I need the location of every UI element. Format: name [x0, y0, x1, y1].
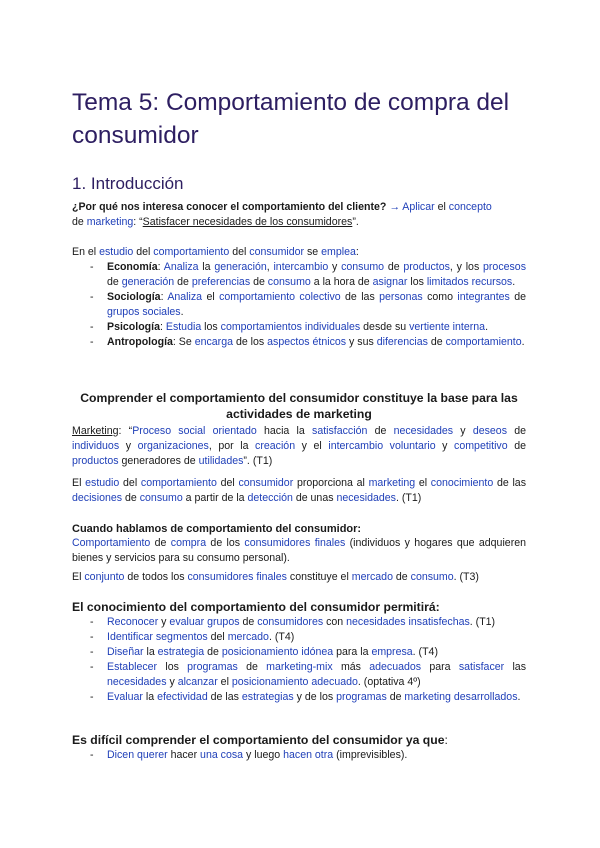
keyword: programas — [187, 661, 238, 673]
keyword: comportamiento — [140, 477, 217, 489]
keyword: consumidor — [238, 477, 294, 489]
text: y luego — [243, 749, 284, 761]
list-item-dicen — [72, 748, 526, 763]
text: para — [421, 661, 459, 673]
keyword: intercambio voluntario — [328, 440, 436, 452]
keyword: desarrollados — [453, 691, 518, 703]
keyword: deseos — [472, 425, 507, 437]
term-label: Marketing — [72, 425, 119, 437]
list-item-disenar — [72, 645, 526, 660]
item-label: Sociología — [107, 291, 161, 303]
text: de — [204, 646, 222, 658]
keyword: posicionamiento adecuado — [231, 676, 358, 688]
text: con — [323, 616, 347, 628]
text: (imprevisibles). — [333, 749, 408, 761]
keyword: procesos — [483, 261, 527, 273]
keyword: satisfacción — [312, 425, 368, 437]
keyword: concepto — [448, 201, 492, 213]
keyword: necesidades — [107, 676, 167, 688]
text: las — [504, 661, 526, 673]
keyword: Comportamiento — [72, 537, 151, 549]
text: de — [122, 492, 140, 504]
keyword: Analiza — [167, 291, 203, 303]
keyword: consumidores finales — [244, 537, 346, 549]
text: : “ — [133, 216, 143, 228]
text: hacia la — [256, 425, 313, 437]
cuando-heading: Cuando hablamos de comportamiento del consumidor: — [72, 523, 362, 535]
text: y — [166, 676, 178, 688]
text: de — [386, 691, 405, 703]
text: hacer — [167, 749, 201, 761]
text: el — [202, 291, 220, 303]
keyword: productos — [403, 261, 450, 273]
keyword: consumidores — [257, 616, 324, 628]
keyword: marketing — [368, 477, 416, 489]
keyword: consumidores finales — [187, 571, 287, 583]
text: y de los — [293, 691, 337, 703]
keyword: consumo — [410, 571, 454, 583]
keyword: organizaciones — [137, 440, 209, 452]
text: de las — [207, 691, 242, 703]
text: , — [266, 261, 274, 273]
text: constituye el — [286, 571, 352, 583]
conocimiento-heading: El conocimiento del comportamiento del consumidor permitirá: — [72, 600, 440, 614]
text: de — [250, 276, 268, 288]
keyword: conjunto — [84, 571, 125, 583]
keyword: Diseñar — [107, 646, 144, 658]
heading-text: Es difícil comprender el comportamiento del consumidor ya que — [72, 733, 445, 747]
keyword: Establecer — [107, 661, 158, 673]
keyword: consumidor — [249, 246, 305, 258]
study-marketing-paragraph — [72, 476, 526, 506]
keyword: Analiza — [163, 261, 199, 273]
text: el — [415, 477, 431, 489]
text: : — [159, 321, 166, 333]
text: : — [444, 733, 448, 747]
keyword: creación — [255, 440, 296, 452]
text: . — [517, 691, 521, 703]
keyword: asignar — [372, 276, 408, 288]
text: los — [157, 661, 188, 673]
text: del — [119, 477, 141, 489]
text: . — [521, 336, 525, 348]
text: más — [332, 661, 370, 673]
text: el — [434, 201, 449, 213]
keyword: individuos — [72, 440, 120, 452]
market-paragraph — [72, 570, 526, 585]
keyword: efectividad — [157, 691, 208, 703]
benefits-list — [72, 615, 526, 705]
keyword: Proceso social orientado — [132, 425, 257, 437]
text: : — [355, 246, 359, 258]
text: a partir de la — [182, 492, 248, 504]
intro-question: ¿Por qué nos interesa conocer el comportamiento del cliente? — [72, 201, 387, 213]
text: . (T1) — [469, 616, 496, 628]
keyword: necesidades — [336, 492, 396, 504]
text: de unas — [292, 492, 337, 504]
keyword: hacen otra — [283, 749, 334, 761]
keyword: mercado — [227, 631, 269, 643]
text: En el — [72, 246, 100, 258]
section-heading: 1. Introducción — [72, 174, 184, 193]
text: . (T3) — [453, 571, 479, 583]
text: del — [207, 631, 228, 643]
item-label: Psicología — [107, 321, 160, 333]
text: la — [198, 261, 215, 273]
keyword: vertiente interna — [409, 321, 486, 333]
text: de — [507, 440, 526, 452]
keyword: Evaluar — [107, 691, 143, 703]
list-item-identificar — [72, 630, 526, 645]
text: y sus — [346, 336, 377, 348]
text: , por la — [208, 440, 256, 452]
keyword: comportamiento colectivo — [219, 291, 341, 303]
list-item-economia — [72, 260, 526, 290]
text: los — [201, 321, 221, 333]
text: de las — [493, 477, 526, 489]
text: y — [435, 440, 455, 452]
text: de — [392, 571, 411, 583]
text: generadores de — [118, 455, 199, 467]
list-item-antropologia — [72, 335, 526, 350]
text: y — [119, 440, 138, 452]
keyword: Reconocer — [107, 616, 159, 628]
keyword: Aplicar — [402, 201, 435, 213]
text: , y los — [449, 261, 484, 273]
text: de — [384, 261, 404, 273]
text: para la — [333, 646, 372, 658]
disciplines-list — [72, 260, 526, 350]
keyword: comportamientos individuales — [220, 321, 361, 333]
keyword: competitivo — [454, 440, 508, 452]
keyword: una cosa — [200, 749, 244, 761]
study-paragraph — [72, 245, 526, 260]
page-title: Tema 5: Comportamiento de compra del consumidor — [72, 89, 510, 149]
keyword: marketing — [86, 216, 134, 228]
item-label: Economía — [107, 261, 158, 273]
text: los — [407, 276, 427, 288]
text: : Se — [172, 336, 195, 348]
list-item-reconocer — [72, 615, 526, 630]
text: del — [133, 246, 154, 258]
text: la — [142, 691, 158, 703]
difficulty-list — [72, 748, 526, 763]
keyword: encarga — [194, 336, 233, 348]
keyword: preferencias — [191, 276, 251, 288]
keyword: diferencias — [376, 336, 428, 348]
text: El — [72, 477, 86, 489]
text: de los — [206, 537, 245, 549]
item-label: Antropología — [107, 336, 173, 348]
text: y — [453, 425, 473, 437]
text: ”. — [352, 216, 359, 228]
text: la — [143, 646, 158, 658]
keyword: posicionamiento idónea — [221, 646, 334, 658]
keyword: estrategia — [157, 646, 205, 658]
text: como — [422, 291, 458, 303]
text: desde su — [360, 321, 410, 333]
definition-quote: Satisfacer necesidades de los consumidores — [142, 216, 353, 228]
keyword: emplea — [321, 246, 356, 258]
base-heading: Comprender el comportamiento del consumidor constituye la base para las actividades de marketing — [80, 391, 518, 421]
text: ”. (T1) — [243, 455, 273, 467]
text: de — [150, 537, 171, 549]
consumer-behaviour-paragraph — [72, 536, 526, 566]
keyword: comportamiento — [445, 336, 522, 348]
keyword: necesidades insatisfechas — [346, 616, 470, 628]
keyword: estrategias — [241, 691, 294, 703]
keyword: grupos sociales — [107, 306, 181, 318]
arrow-glyph: → — [389, 201, 400, 213]
text: . — [512, 276, 516, 288]
keyword: Estudia — [165, 321, 202, 333]
text: de las — [340, 291, 380, 303]
keyword: consumo — [267, 276, 311, 288]
text: del — [229, 246, 250, 258]
keyword: marketing — [404, 691, 451, 703]
keyword: alcanzar — [177, 676, 218, 688]
text: : — [157, 261, 164, 273]
text: de — [72, 216, 87, 228]
text: se — [304, 246, 322, 258]
text: : “ — [118, 425, 133, 437]
text: de — [239, 616, 258, 628]
intro-paragraph — [72, 200, 526, 230]
list-item-psicologia — [72, 320, 526, 335]
keyword: consumo — [341, 261, 385, 273]
keyword: estudio — [99, 246, 134, 258]
text: . (T4) — [412, 646, 438, 658]
keyword: aspectos — [267, 336, 310, 348]
keyword: empresa — [371, 646, 413, 658]
text: a la hora de — [310, 276, 373, 288]
keyword: compra — [170, 537, 207, 549]
keyword: Dicen querer — [107, 749, 168, 761]
text: del — [216, 477, 239, 489]
text: de — [107, 276, 122, 288]
text: de — [367, 425, 394, 437]
text: . (T4) — [268, 631, 295, 643]
text: de los — [233, 336, 268, 348]
keyword: programas — [336, 691, 387, 703]
dificil-heading — [72, 732, 526, 748]
keyword: estudio — [85, 477, 120, 489]
text: . (optativa 4º) — [357, 676, 421, 688]
keyword: productos — [72, 455, 119, 467]
text: y — [328, 261, 342, 273]
keyword: intercambio — [273, 261, 329, 273]
text: . — [180, 306, 184, 318]
text: . — [485, 321, 489, 333]
text: de — [174, 276, 192, 288]
keyword: étnicos — [312, 336, 347, 348]
text: de — [509, 291, 526, 303]
text: de — [507, 425, 527, 437]
text: el — [217, 676, 232, 688]
keyword: generación — [214, 261, 267, 273]
keyword: Identificar segmentos — [107, 631, 208, 643]
text: : — [160, 291, 168, 303]
keyword: satisfacer — [458, 661, 505, 673]
keyword: decisiones — [72, 492, 123, 504]
keyword: utilidades — [198, 455, 244, 467]
list-item-establecer — [72, 660, 526, 690]
text: proporciona al — [293, 477, 369, 489]
keyword: mercado — [351, 571, 393, 583]
marketing-definition — [72, 424, 526, 469]
keyword: detección — [247, 492, 293, 504]
text: de todos los — [124, 571, 188, 583]
keyword: conocimiento — [430, 477, 494, 489]
keyword: integrantes — [457, 291, 510, 303]
keyword: comportamiento — [153, 246, 230, 258]
list-item-evaluar — [72, 690, 526, 705]
keyword: evaluar grupos — [169, 616, 240, 628]
keyword: generación — [121, 276, 175, 288]
keyword: adecuados — [369, 661, 422, 673]
keyword: personas — [379, 291, 423, 303]
text: (individuos y hogares que adquieren bienes y servicios para su consumo personal). — [72, 537, 527, 564]
text: de — [237, 661, 267, 673]
text: . (T1) — [395, 492, 422, 504]
list-item-sociologia — [72, 290, 526, 320]
keyword: limitados recursos — [426, 276, 513, 288]
keyword: consumo — [139, 492, 183, 504]
keyword: necesidades — [393, 425, 454, 437]
text: y — [158, 616, 170, 628]
text: El — [72, 571, 85, 583]
keyword: marketing-mix — [266, 661, 333, 673]
text: de — [427, 336, 446, 348]
text: y el — [295, 440, 329, 452]
